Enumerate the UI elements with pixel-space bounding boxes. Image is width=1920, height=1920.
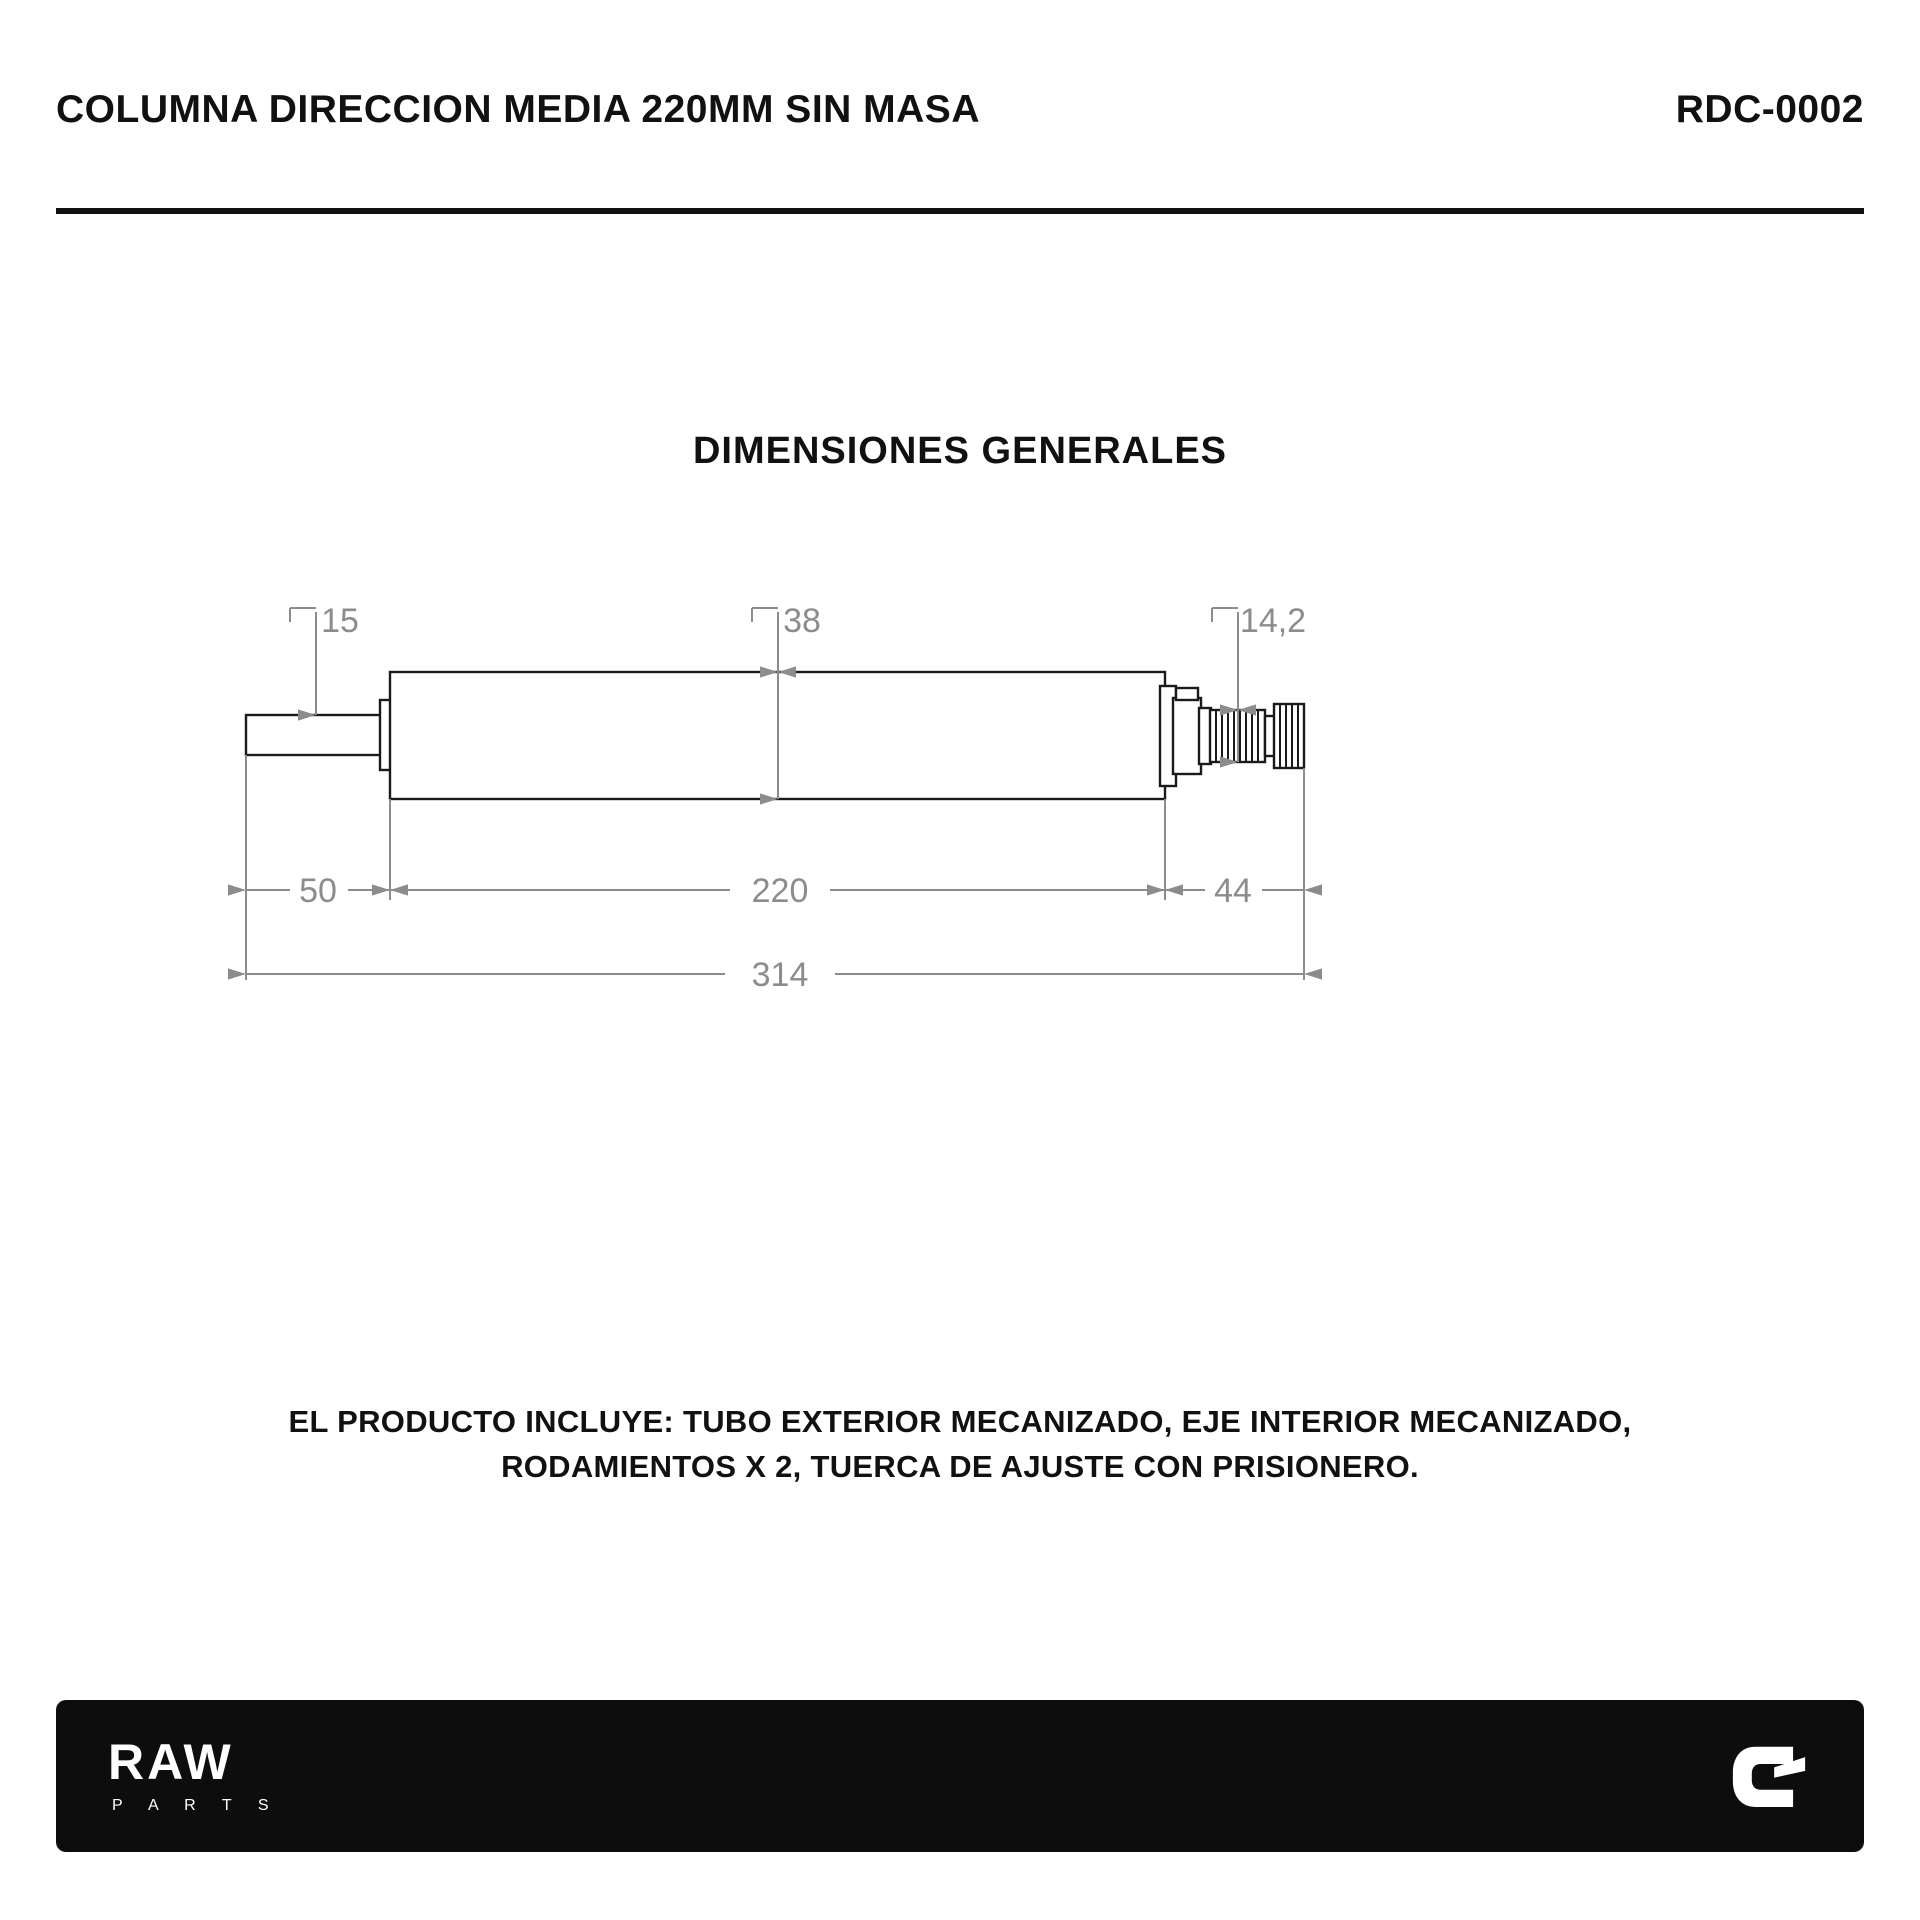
product-includes-note (160, 1400, 1760, 1490)
note-line-2: RODAMIENTOS X 2, TUERCA DE AJUSTE CON PRISIONERO. (501, 1448, 1419, 1484)
brand-subtitle: P A R T S (112, 1797, 280, 1814)
page-title: COLUMNA DIRECCION MEDIA 220MM SIN MASA (56, 88, 980, 131)
brand-name: RAW (108, 1734, 234, 1790)
dimension-label-44: 44 (1214, 872, 1252, 910)
header-divider (56, 208, 1864, 214)
dimension-drawing (230, 602, 1690, 1220)
dimension-label-220: 220 (751, 872, 809, 910)
dimension-label-314: 314 (751, 956, 809, 994)
product-code: RDC-0002 (1675, 88, 1864, 131)
part-geometry (246, 672, 1304, 799)
page-header (56, 88, 1864, 132)
dimension-label-50: 50 (299, 872, 337, 910)
brand-lockup (108, 1734, 280, 1815)
brand-footer (56, 1700, 1864, 1852)
dimension-label-15: 15 (321, 602, 359, 640)
note-line-1: EL PRODUCTO INCLUYE: TUBO EXTERIOR MECANIZADO, EJE INTERIOR MECANIZADO, (288, 1404, 1632, 1439)
dimension-label-142: 14,2 (1239, 602, 1307, 640)
c-monogram-icon (1726, 1733, 1812, 1819)
section-title: DIMENSIONES GENERALES (692, 430, 1228, 472)
dimension-label-38: 38 (783, 602, 821, 640)
